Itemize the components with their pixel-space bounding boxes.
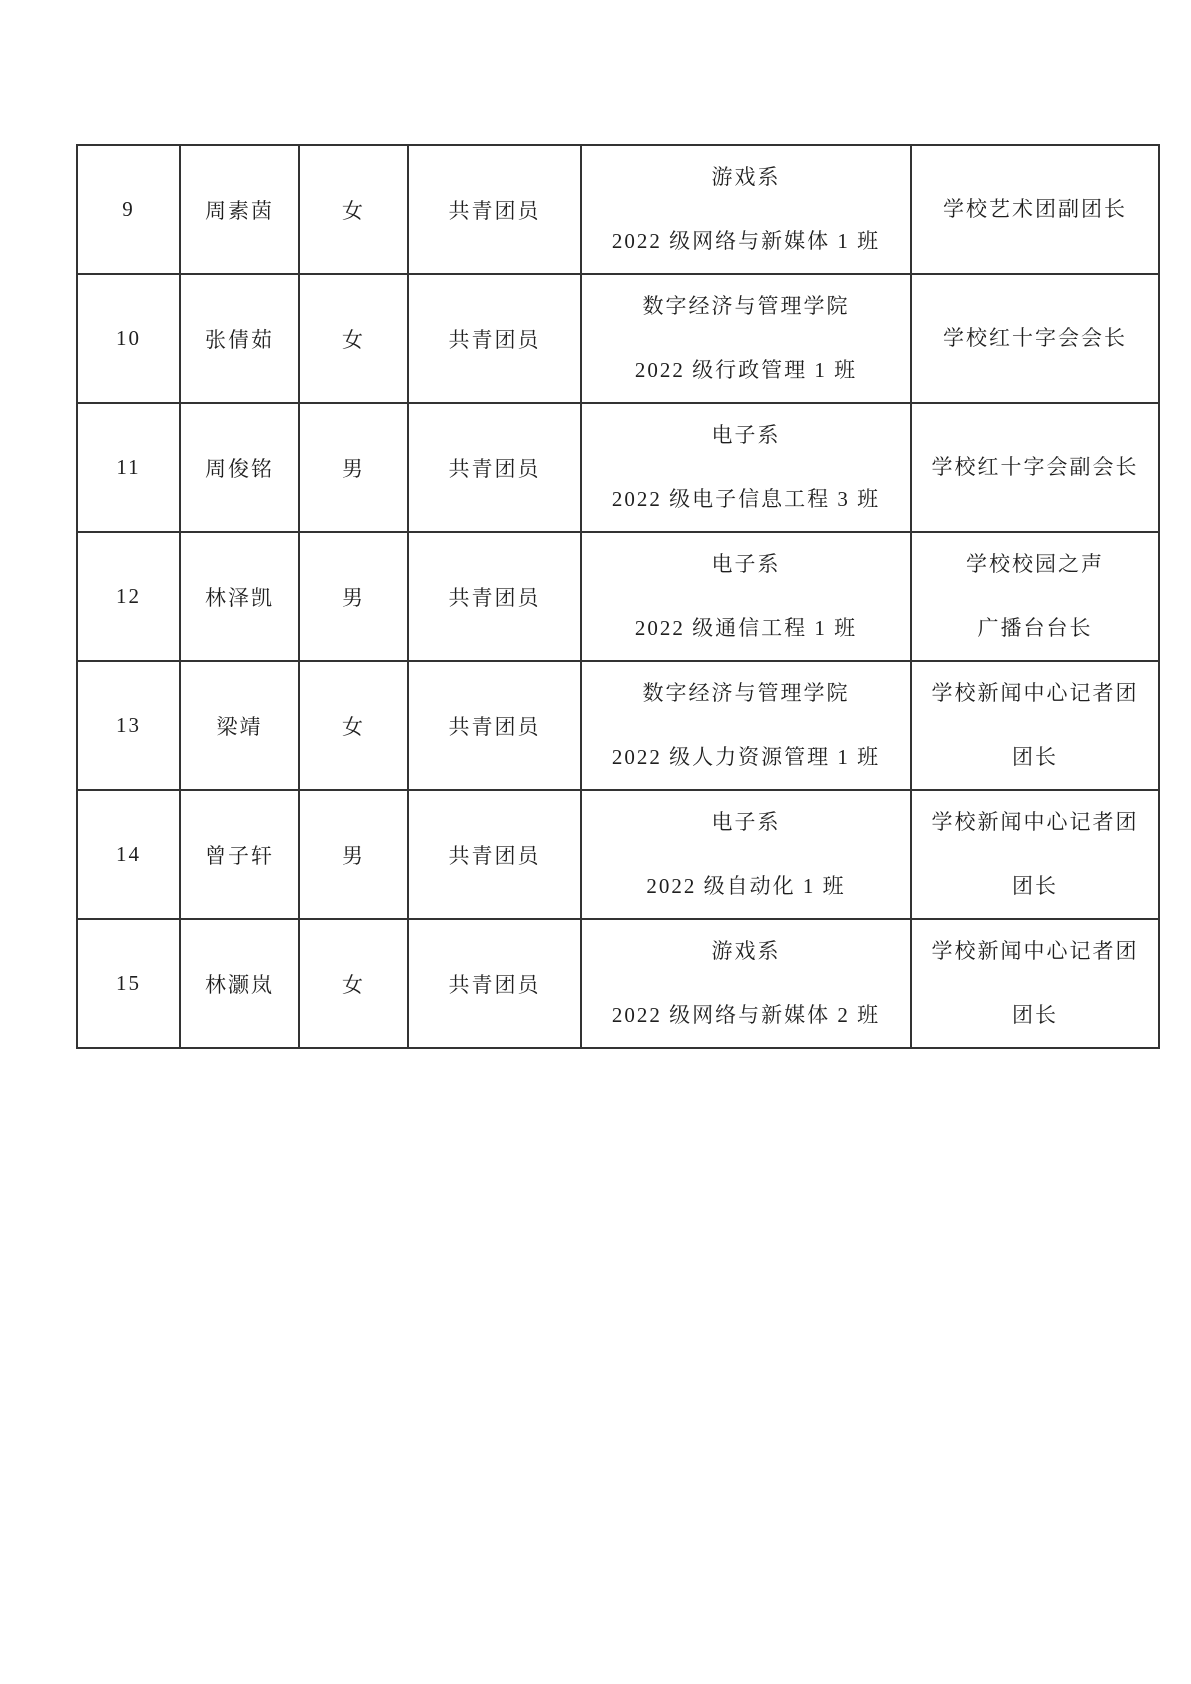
department-line: 电子系 [711,552,781,577]
gender-value: 女 [342,714,365,739]
cell-position [911,790,1159,919]
gender-value: 男 [342,456,365,481]
table-row [77,790,1159,919]
cell-name [180,145,299,274]
class-line: 2022 级电子信息工程 3 班 [611,486,881,511]
cell-department-class [581,919,911,1048]
cell-political-status [408,919,581,1048]
student-roster-table [76,144,1160,1049]
department-line: 游戏系 [711,939,781,964]
cell-political-status [408,661,581,790]
position-line-1: 学校新闻中心记者团 [931,939,1139,964]
table-row [77,403,1159,532]
class-line: 2022 级人力资源管理 1 班 [611,744,881,769]
position-line-2: 团长 [1012,1002,1058,1027]
cell-gender [299,790,408,919]
cell-political-status [408,790,581,919]
position-line-2: 广播台台长 [977,615,1093,640]
roster-table-body [77,145,1159,1048]
position-line-1: 学校校园之声 [966,552,1104,577]
political-status-value: 共青团员 [448,972,541,997]
position-line-1: 学校艺术团副团长 [943,196,1127,221]
political-status-value: 共青团员 [448,327,541,352]
class-line: 2022 级网络与新媒体 2 班 [611,1002,881,1027]
table-row [77,145,1159,274]
gender-value: 男 [342,585,365,610]
gender-value: 男 [342,843,365,868]
political-status-value: 共青团员 [448,585,541,610]
cell-department-class [581,145,911,274]
position-line-2: 团长 [1012,873,1058,898]
cell-department-class [581,403,911,532]
student-name: 周素茵 [205,198,274,223]
cell-serial-number [77,919,180,1048]
department-line: 数字经济与管理学院 [642,294,850,319]
student-name: 梁靖 [216,714,263,739]
cell-gender [299,403,408,532]
cell-gender [299,145,408,274]
cell-position [911,145,1159,274]
cell-serial-number [77,403,180,532]
position-line-1: 学校新闻中心记者团 [931,681,1139,706]
cell-position [911,661,1159,790]
cell-position [911,919,1159,1048]
serial-number: 14 [116,842,141,866]
class-line: 2022 级通信工程 1 班 [634,615,858,640]
cell-political-status [408,145,581,274]
position-line-1: 学校新闻中心记者团 [931,810,1139,835]
department-line: 电子系 [711,423,781,448]
political-status-value: 共青团员 [448,843,541,868]
cell-gender [299,661,408,790]
cell-position [911,532,1159,661]
cell-political-status [408,403,581,532]
gender-value: 女 [342,327,365,352]
class-line: 2022 级行政管理 1 班 [634,357,858,382]
table-row [77,919,1159,1048]
table-row [77,274,1159,403]
student-name: 周俊铭 [205,456,274,481]
cell-position [911,403,1159,532]
political-status-value: 共青团员 [448,456,541,481]
student-name: 张倩茹 [205,327,274,352]
cell-serial-number [77,274,180,403]
table-row [77,532,1159,661]
serial-number: 15 [116,971,141,995]
cell-name [180,532,299,661]
serial-number: 11 [116,455,141,479]
cell-position [911,274,1159,403]
cell-political-status [408,274,581,403]
cell-name [180,274,299,403]
cell-name [180,403,299,532]
serial-number: 10 [116,326,141,350]
political-status-value: 共青团员 [448,714,541,739]
position-line-1: 学校红十字会会长 [943,325,1127,350]
cell-serial-number [77,532,180,661]
cell-serial-number [77,661,180,790]
cell-gender [299,274,408,403]
cell-gender [299,532,408,661]
position-line-2: 团长 [1012,744,1058,769]
cell-gender [299,919,408,1048]
serial-number: 9 [122,197,135,221]
cell-department-class [581,532,911,661]
department-line: 电子系 [711,810,781,835]
department-line: 游戏系 [711,165,781,190]
cell-political-status [408,532,581,661]
class-line: 2022 级自动化 1 班 [646,873,846,898]
cell-department-class [581,790,911,919]
class-line: 2022 级网络与新媒体 1 班 [611,228,881,253]
political-status-value: 共青团员 [448,198,541,223]
cell-serial-number [77,145,180,274]
cell-department-class [581,274,911,403]
gender-value: 女 [342,198,365,223]
cell-name [180,919,299,1048]
table-row [77,661,1159,790]
department-line: 数字经济与管理学院 [642,681,850,706]
cell-name [180,661,299,790]
student-name: 林泽凯 [205,585,274,610]
cell-serial-number [77,790,180,919]
student-name: 林灏岚 [205,972,274,997]
student-name: 曾子轩 [205,843,274,868]
serial-number: 12 [116,584,141,608]
serial-number: 13 [116,713,141,737]
cell-department-class [581,661,911,790]
cell-name [180,790,299,919]
position-line-1: 学校红十字会副会长 [931,454,1139,479]
gender-value: 女 [342,972,365,997]
